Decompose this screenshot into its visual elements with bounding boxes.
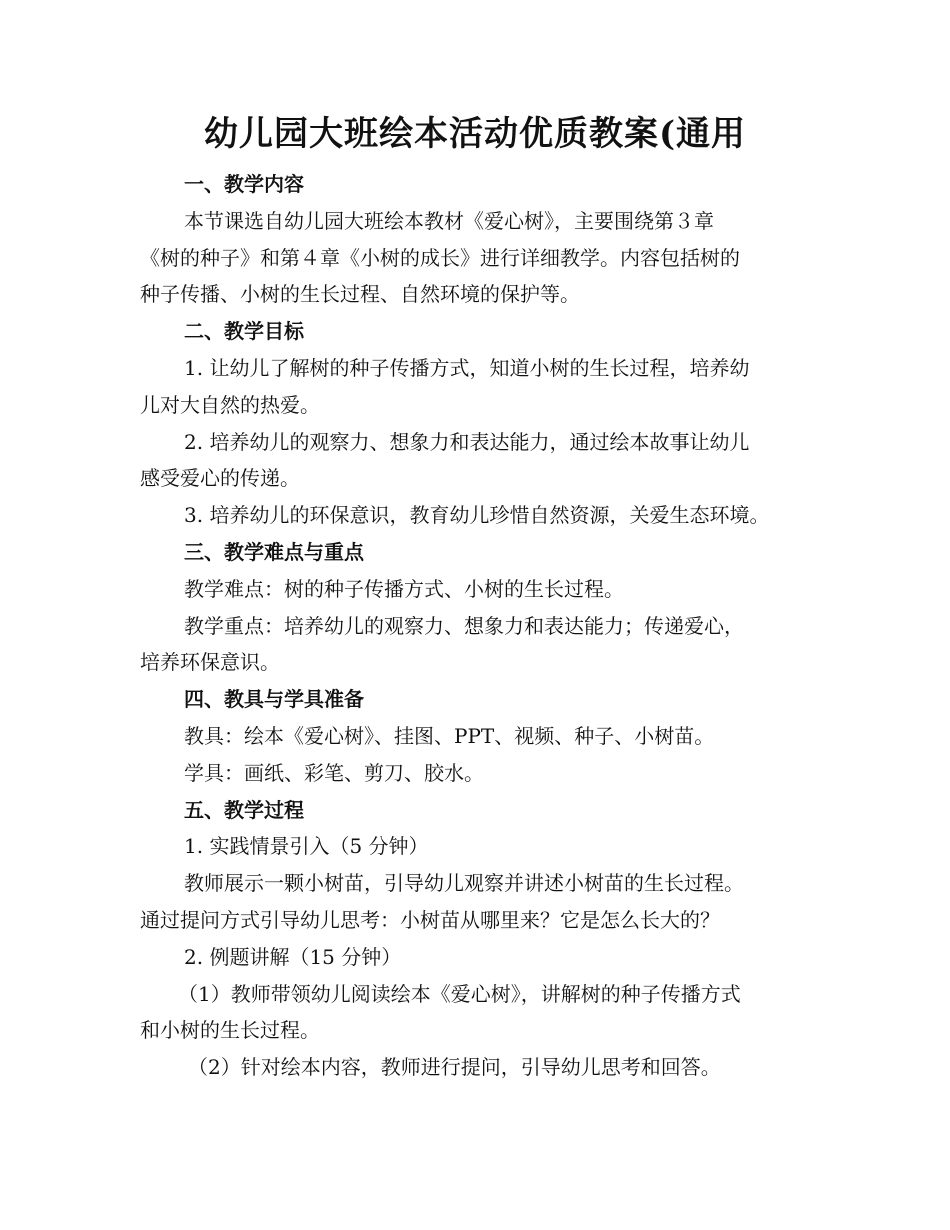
paragraph-line: 种子传播、小树的生长过程、自然环境的保护等。: [140, 282, 580, 307]
key-point-line: 教学重点：培养幼儿的观察力、想象力和表达能力；传递爱心，: [184, 613, 744, 638]
section-heading-content: 一、教学内容: [184, 172, 304, 196]
step-heading: 1. 实践情景引入（5 分钟）: [184, 834, 429, 859]
paragraph-line: 本节课选自幼儿园大班绘本教材《爱心树》，主要围绕第３章: [184, 208, 714, 233]
section-heading-difficulty: 三、教学难点与重点: [184, 539, 364, 564]
step-line: 通过提问方式引导幼儿思考：小树苗从哪里来？它是怎么长大的？: [140, 907, 720, 932]
step-line: 和小树的生长过程。: [140, 1018, 320, 1043]
goal-line: 1. 让幼儿了解树的种子传播方式，知道小树的生长过程，培养幼: [184, 355, 750, 380]
difficulty-line: 教学难点：树的种子传播方式、小树的生长过程。: [184, 576, 624, 601]
document-body: [140, 166, 820, 1086]
step-heading: 2. 例题讲解（15 分钟）: [184, 944, 402, 969]
section-heading-materials: 四、教具与学具准备: [184, 687, 364, 712]
section-heading-process: 五、教学过程: [184, 797, 304, 822]
section-heading-goals: 二、教学目标: [184, 319, 304, 344]
goal-line: 2. 培养幼儿的观察力、想象力和表达能力，通过绘本故事让幼儿: [184, 429, 750, 454]
goal-line: 感受爱心的传递。: [140, 466, 300, 491]
document-title: 幼儿园大班绘本活动优质教案(通用: [203, 114, 747, 154]
step-line: （2）针对绘本内容，教师进行提问，引导幼儿思考和回答。: [188, 1055, 721, 1080]
learning-aids-line: 学具：画纸、彩笔、剪刀、胶水。: [184, 760, 484, 785]
goal-line: 3. 培养幼儿的环保意识，教育幼儿珍惜自然资源，关爱生态环境。: [184, 503, 770, 528]
step-line: 教师展示一颗小树苗，引导幼儿观察并讲述小树苗的生长过程。: [184, 871, 744, 896]
teaching-aids-line: 教具：绘本《爱心树》、挂图、PPT、视频、种子、小树苗。: [184, 723, 715, 748]
paragraph-line: 《树的种子》和第４章《小树的成长》进行详细教学。内容包括树的: [140, 245, 740, 270]
key-point-line: 培养环保意识。: [140, 650, 280, 675]
step-line: （1）教师带领幼儿阅读绘本《爱心树》，讲解树的种子传播方式: [178, 981, 741, 1006]
goal-line: 儿对大自然的热爱。: [140, 392, 320, 417]
